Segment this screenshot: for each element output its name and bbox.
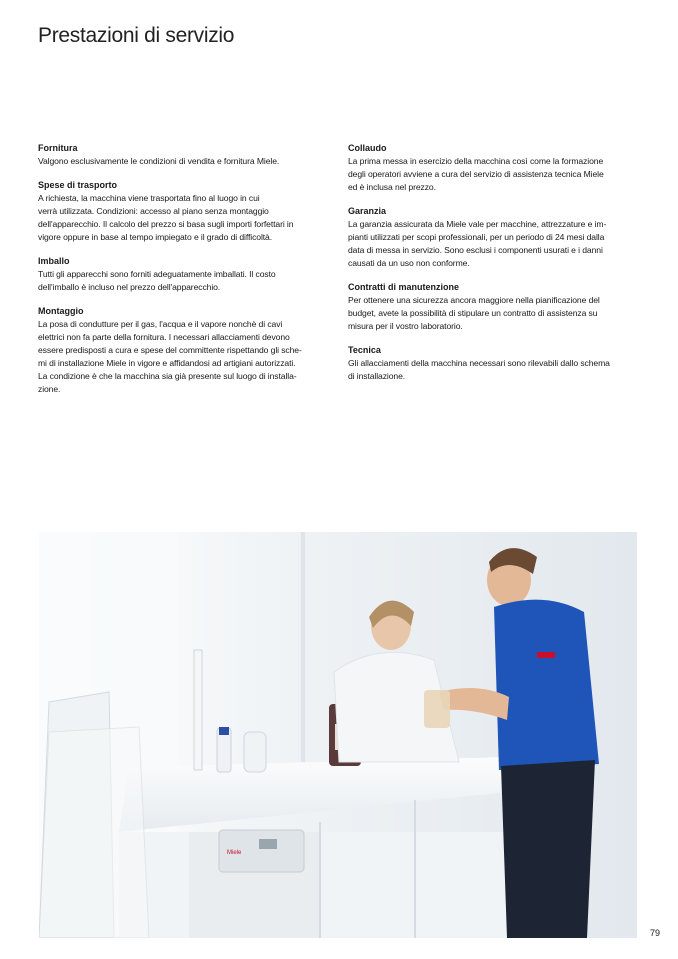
glass-jar — [244, 732, 266, 772]
section-heading: Montaggio — [38, 306, 84, 316]
section-body: La posa di condutture per il gas, l'acqua e il vapore nonchè di cavi elettrici non fa parte della fornitura. I necessari allacciamenti devono essere predisposti a cura e spese del committente rispettando gli sche- mi di installazione Miele in vigore e affidandosi ad artigiani autorizzati. La condizione è che la macchina sia già presente sul luogo di installa- zione. — [38, 319, 302, 394]
lab-scene-illustration — [39, 532, 637, 938]
man-blue-shirt — [494, 600, 599, 770]
section-body: A richiesta, la macchina viene trasportata fino al luogo in cui verrà utilizzata. Condizioni: accesso al piano senza montaggio dell'apparecchio. Il calcolo del prezzo si basa sugli importi forfettari in vigore oppure in base al tempo impiegato e il grado di difficoltà. — [38, 193, 294, 242]
graduated-cylinder — [194, 650, 202, 770]
section-heading: Contratti di manutenzione — [348, 282, 459, 292]
section-imballo — [38, 255, 328, 294]
beaker-front — [39, 727, 149, 938]
shirt-logo — [537, 652, 555, 658]
page-title: Prestazioni di servizio — [38, 24, 235, 47]
page-number: 79 — [650, 928, 661, 938]
section-garanzia — [348, 205, 638, 270]
section-heading: Tecnica — [348, 345, 381, 355]
right-column — [348, 142, 638, 394]
section-heading: Imballo — [38, 256, 70, 266]
bottle-cap — [219, 727, 229, 735]
section-contratti-di-manutenzione — [348, 281, 638, 333]
section-tecnica — [348, 344, 638, 383]
section-heading: Fornitura — [38, 143, 78, 153]
section-fornitura — [38, 142, 328, 168]
section-body: Valgono esclusivamente le condizioni di vendita e fornitura Miele. — [38, 156, 280, 166]
sample-container — [424, 690, 450, 728]
left-column — [38, 142, 328, 407]
section-heading: Collaudo — [348, 143, 387, 153]
man-trousers — [501, 760, 595, 938]
section-collaudo — [348, 142, 638, 194]
lab-photo — [39, 532, 637, 938]
section-spese-di-trasporto — [38, 179, 328, 244]
wall-panel-seam — [301, 532, 305, 762]
washer-display — [259, 839, 277, 849]
section-heading: Spese di trasporto — [38, 180, 118, 190]
section-body: Tutti gli apparecchi sono forniti adeguatamente imballati. Il costo dell'imballo è incluso nel prezzo dell'apparecchio. — [38, 269, 276, 292]
section-montaggio — [38, 305, 328, 396]
section-body: Per ottenere una sicurezza ancora maggiore nella pianificazione del budget, avete la possibilità di stipulare un contratto di assistenza su misura per il vostro laboratorio. — [348, 295, 600, 331]
section-body: La garanzia assicurata da Miele vale per macchine, attrezzature e im- pianti utilizzati per scopi professionali, per un periodo di 24 mesi dalla data di messa in servizio. Sono esclusi i componenti usurati e i danni causati da un uso non conforme. — [348, 219, 607, 268]
section-body: La prima messa in esercizio della macchina così come la formazione degli operatori avviene a cura del servizio di assistenza tecnica Miele ed è inclusa nel prezzo. — [348, 156, 604, 192]
washer-logo: Miele — [227, 850, 242, 856]
section-heading: Garanzia — [348, 206, 387, 216]
section-body: Gli allacciamenti della macchina necessari sono rilevabili dallo schema di installazione. — [348, 358, 610, 381]
